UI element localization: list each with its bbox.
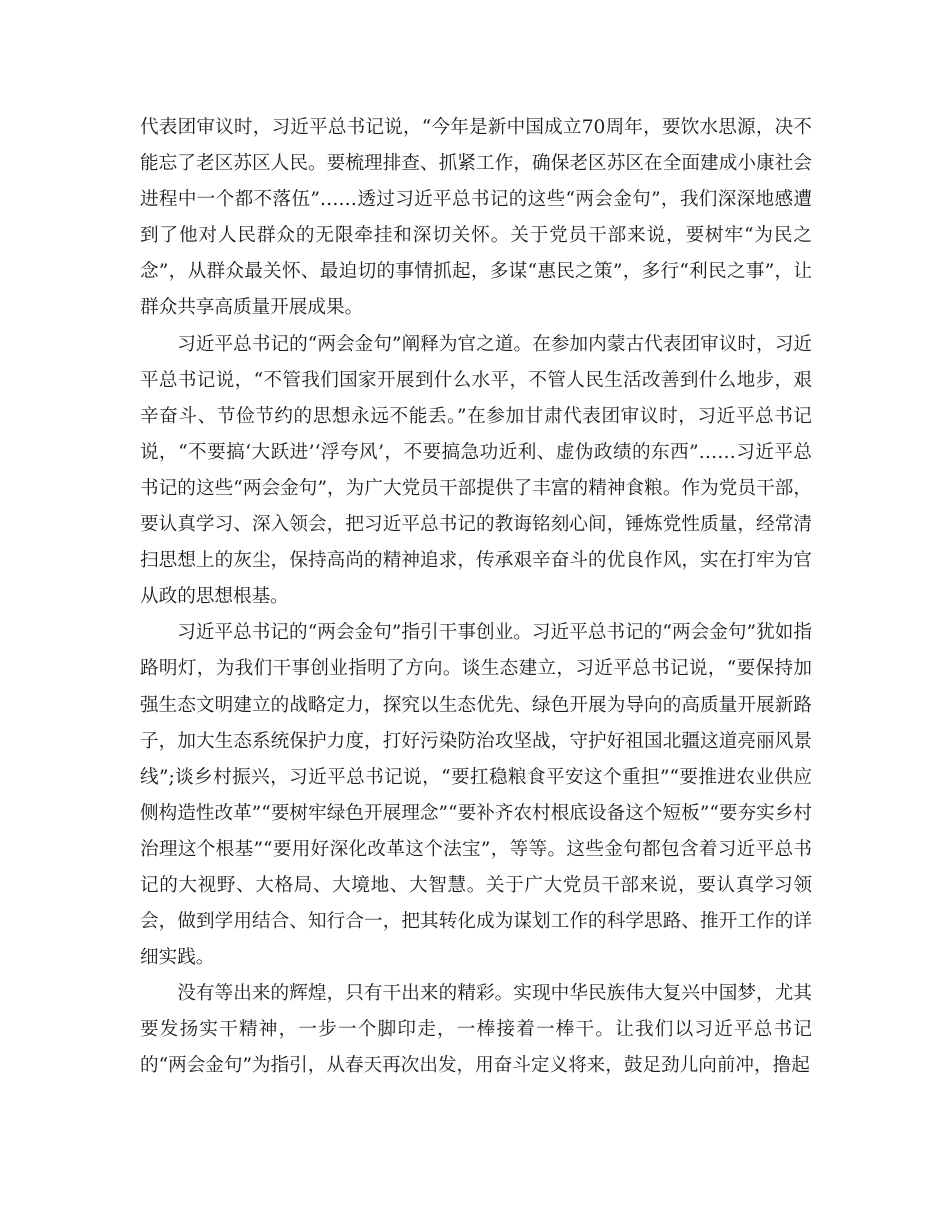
body-text [140,110,812,1085]
paragraph-3: 习近平总书记的“两会金句”指引干事创业。习近平总书记的“两会金句”犹如指路明灯，为我们干事创业指明了方向。谈生态建立，习近平总书记说，“要保持加强生态文明建立的战略定力，探究以生态优先、绿色开展为导向的高质量开展新路子，加大生态系统保护力度，打好污染防治攻坚战，守护好祖国北疆这道亮丽风景线”;谈乡村振兴，习近平总书记说，“要扛稳粮食平安这个重担”“要推进农业供应侧构造性改革”“要树牢绿色开展理念”“要补齐农村根底设备这个短板”“要夯实乡村治理这个根基”“要用好深化改革这个法宝”，等等。这些金句都包含着习近平总书记的大视野、大格局、大境地、大智慧。关于广大党员干部来说，要认真学习领会，做到学用结合、知行合一，把其转化成为谋划工作的科学思路、推开工作的详细实践。 [140,622,812,969]
paragraph-1: 代表团审议时，习近平总书记说，“今年是新中国成立70周年，要饮水思源，决不能忘了老区苏区人民。要梳理排查、抓紧工作，确保老区苏区在全面建成小康社会进程中一个都不落伍”……透过习近平总书记的这些“两会金句”，我们深深地感遭到了他对人民群众的无限牵挂和深切关怀。关于党员干部来说，要树牢“为民之念”，从群众最关怀、最迫切的事情抓起，多谋“惠民之策”，多行“利民之事”，让群众共享高质量开展成果。 [140,117,812,319]
paragraph-2: 习近平总书记的“两会金句”阐释为官之道。在参加内蒙古代表团审议时，习近平总书记说，“不管我们国家开展到什么水平，不管人民生活改善到什么地步，艰辛奋斗、节俭节约的思想永远不能丢。”在参加甘肃代表团审议时，习近平总书记说，“不要搞‘大跃进’‘浮夸风’，不要搞急功近利、虚伪政绩的东西”……习近平总书记的这些“两会金句”，为广大党员干部提供了丰富的精神食粮。作为党员干部，要认真学习、深入领会，把习近平总书记的教诲铭刻心间，锤炼党性质量，经常清扫思想上的灰尘，保持高尚的精神追求，传承艰辛奋斗的优良作风，实在打牢为官从政的思想根基。 [140,333,812,608]
paragraph-4: 没有等出来的辉煌，只有干出来的精彩。实现中华民族伟大复兴中国梦，尤其要发扬实干精神，一步一个脚印走，一棒接着一棒干。让我们以习近平总书记的“两会金句”为指引，从春天再次出发，用奋斗定义将来，鼓足劲儿向前冲，撸起 [140,983,812,1077]
